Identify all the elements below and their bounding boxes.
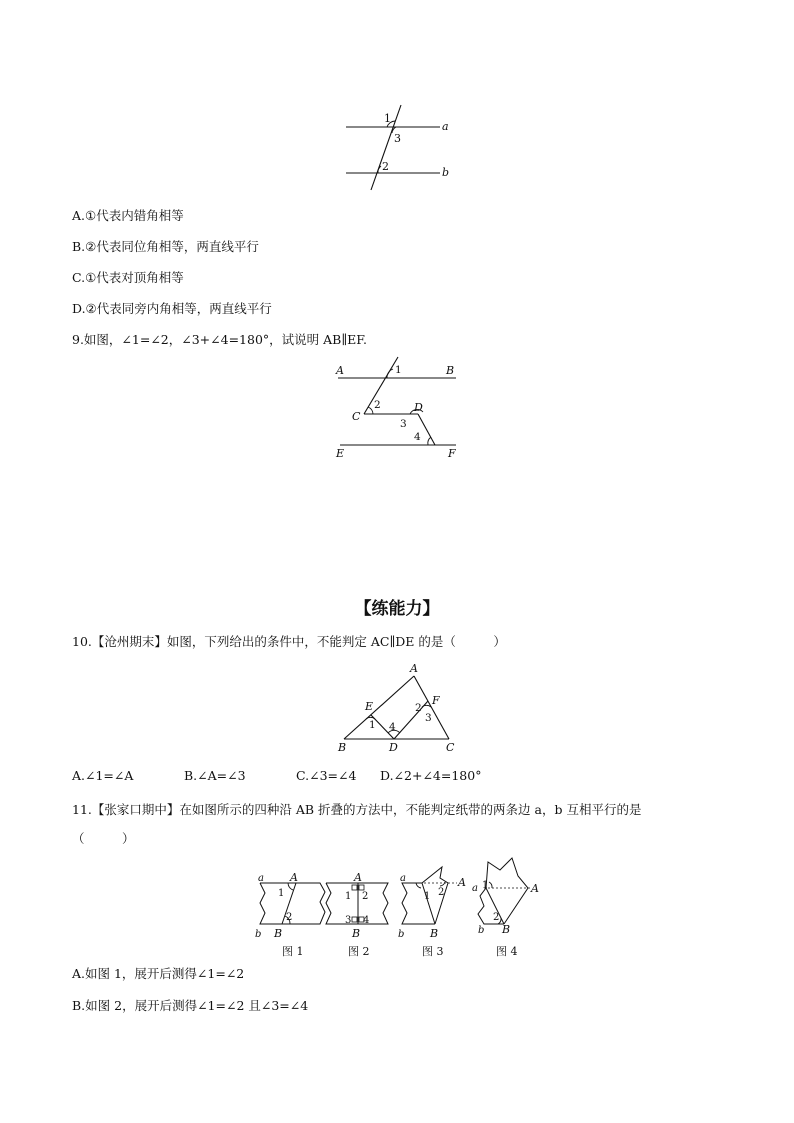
q11-figure-3 — [398, 867, 466, 958]
q10-option-c: C.∠3=∠4 — [296, 768, 357, 783]
svg-text:b: b — [478, 925, 485, 936]
svg-text:B: B — [274, 927, 283, 940]
svg-text:1: 1 — [424, 891, 431, 902]
svg-text:1: 1 — [278, 888, 285, 899]
angle2-arc — [368, 407, 373, 414]
q11-figure-4 — [472, 858, 539, 958]
q8-option-d: D.②代表同旁内角相等，两直线平行 — [72, 301, 272, 316]
label-D: D — [389, 741, 398, 754]
label-D: D — [414, 401, 423, 414]
q8-figure — [340, 100, 460, 195]
q11-figure-1 — [255, 871, 325, 958]
label-E: E — [365, 700, 374, 713]
label-2: 2 — [374, 399, 381, 411]
svg-text:图 3: 图 3 — [422, 945, 444, 958]
label-1: 1 — [384, 112, 391, 125]
segment-ba — [344, 676, 414, 739]
line-through-c — [364, 357, 398, 414]
svg-text:2: 2 — [493, 912, 500, 923]
label-b: b — [442, 166, 450, 179]
label-2: 2 — [415, 702, 422, 714]
q9-figure — [332, 354, 472, 464]
section-heading: 【练能力】 — [354, 599, 440, 619]
svg-text:2: 2 — [362, 891, 369, 902]
label-A: A — [336, 364, 344, 377]
svg-text:A: A — [354, 871, 362, 884]
label-3: 3 — [425, 712, 432, 724]
svg-text:b: b — [255, 929, 262, 940]
svg-text:a: a — [258, 873, 264, 884]
label-F: F — [448, 447, 456, 460]
q11-question-line1: 11.【张家口期中】在如图所示的四种沿 AB 折叠的方法中，不能判定纸带的两条边 a，b 互相平行的是 — [72, 802, 642, 817]
label-1: 1 — [395, 364, 402, 376]
label-a: a — [442, 120, 449, 133]
label-E: E — [336, 447, 345, 460]
svg-text:B: B — [502, 923, 511, 936]
svg-text:a: a — [400, 873, 406, 884]
q8-option-a: A.①代表内错角相等 — [72, 208, 184, 223]
q10-option-b: B.∠A=∠3 — [184, 768, 246, 783]
q11-option-b: B.如图 2，展开后测得∠1=∠2 且∠3=∠4 — [72, 998, 309, 1013]
q8-option-c: C.①代表对顶角相等 — [72, 270, 184, 285]
svg-text:4: 4 — [363, 915, 370, 926]
label-B: B — [338, 741, 347, 754]
label-4: 4 — [414, 431, 421, 443]
label-A: A — [410, 662, 418, 675]
svg-text:A: A — [458, 876, 466, 889]
svg-text:B: B — [352, 927, 361, 940]
svg-text:b: b — [398, 929, 405, 940]
label-F: F — [432, 694, 440, 707]
svg-text:A: A — [531, 882, 539, 895]
q11-figure-2 — [326, 871, 388, 958]
svg-text:2: 2 — [286, 912, 293, 923]
label-C: C — [352, 410, 361, 423]
label-4: 4 — [389, 721, 396, 733]
label-2: 2 — [382, 160, 389, 173]
svg-text:3: 3 — [345, 915, 352, 926]
label-C: C — [446, 741, 455, 754]
q10-option-a: A.∠1=∠A — [72, 768, 134, 783]
label-3: 3 — [394, 132, 401, 145]
svg-text:A: A — [290, 871, 298, 884]
q10-question: 10.【沧州期末】如图，下列给出的条件中，不能判定 AC∥DE 的是（ ） — [72, 634, 506, 649]
q11-question-line2: （ ） — [72, 831, 135, 846]
label-B: B — [446, 364, 455, 377]
angle2-arc — [378, 166, 381, 173]
angle4-arc — [428, 437, 431, 445]
svg-text:图 2: 图 2 — [348, 945, 370, 958]
angle1-arc — [387, 369, 393, 378]
q8-option-b: B.②代表同位角相等，两直线平行 — [72, 239, 259, 254]
label-1: 1 — [369, 719, 376, 731]
svg-text:图 4: 图 4 — [496, 945, 518, 958]
svg-text:B: B — [430, 927, 439, 940]
svg-text:图 1: 图 1 — [282, 945, 304, 958]
svg-text:a: a — [472, 883, 478, 894]
q10-option-d: D.∠2+∠4=180° — [380, 768, 482, 783]
svg-text:1: 1 — [345, 891, 352, 902]
svg-text:2: 2 — [438, 887, 445, 898]
q11-option-a: A.如图 1，展开后测得∠1=∠2 — [72, 966, 245, 981]
svg-text:1: 1 — [482, 880, 489, 891]
label-3: 3 — [400, 418, 407, 430]
q9-question: 9.如图，∠1=∠2，∠3+∠4=180°，试说明 AB∥EF. — [72, 332, 367, 347]
q11-figures — [252, 858, 552, 960]
q10-figure — [334, 662, 464, 756]
